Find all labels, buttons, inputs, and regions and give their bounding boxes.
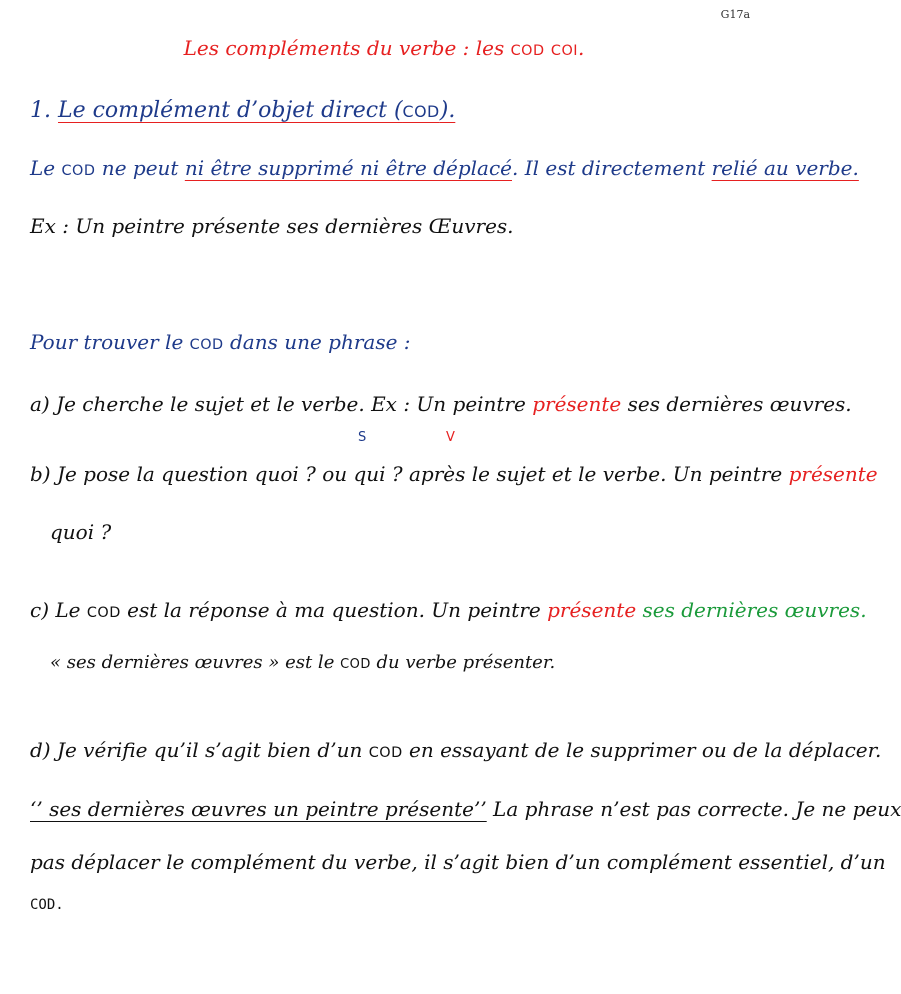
step-a-verb: présente: [532, 392, 622, 416]
title-cod: COD: [510, 43, 545, 59]
page-code: G17a: [720, 8, 750, 21]
find-text: Pour trouver le: [30, 330, 190, 354]
step-c-text: est la réponse à ma question. Un peintre: [120, 598, 548, 622]
step-c-text: c) Le: [30, 598, 87, 622]
step-b-question: quoi ?: [50, 520, 112, 544]
verb-label: V: [446, 430, 455, 445]
step-c-verb: présente: [547, 598, 637, 622]
step-b-text: b) Je pose la question quoi ? ou qui ? après le sujet et le verbe. Un peintre: [30, 462, 789, 486]
step-c-explanation-text: du verbe présenter.: [370, 652, 556, 673]
find-cod: COD: [189, 337, 224, 353]
definition-cod: COD: [61, 163, 96, 179]
title-text: Les compléments du verbe : les: [183, 36, 511, 60]
section-heading-cod: COD: [402, 102, 440, 121]
section-heading-close: ).: [439, 98, 456, 123]
section-heading-text: [58, 98, 455, 123]
title-coi: COI: [550, 43, 579, 59]
step-d: [30, 738, 881, 762]
definition-text: Le: [30, 156, 62, 180]
step-d-text: en essayant de le supprimer ou de la déplacer.: [402, 738, 882, 762]
conclusion-line-3: COD.: [30, 897, 64, 913]
step-c-cod: COD: [86, 605, 121, 621]
step-c-explanation: [50, 652, 555, 673]
step-c-explanation-cod: COD: [340, 657, 371, 672]
step-a-text: a) Je cherche le sujet et le verbe. Ex : Un peintre: [30, 392, 533, 416]
definition-text: . Il est directement: [512, 156, 712, 180]
step-c-explanation-text: « ses dernières œuvres » est le: [50, 652, 341, 673]
step-c-answer: ses dernières œuvres.: [642, 598, 867, 622]
find-text: dans une phrase :: [223, 330, 411, 354]
step-b-verb: présente: [788, 462, 878, 486]
step-a: [30, 392, 852, 416]
title-end: .: [578, 36, 585, 60]
definition-underlined-rule: ni être supprimé ni être déplacé: [184, 156, 512, 180]
section-heading-label: Le complément d’objet direct (: [57, 98, 403, 123]
step-a-text: ses dernières œuvres.: [621, 392, 852, 416]
definition-text: ne peut: [95, 156, 185, 180]
definition-line: [30, 156, 859, 180]
find-heading: [30, 330, 411, 354]
step-b: [30, 462, 878, 486]
conclusion-quoted-sentence: ‘’ ses dernières œuvres un peintre présente’’: [30, 797, 487, 821]
step-d-cod: COD: [368, 745, 403, 761]
step-d-text: d) Je vérifie qu’il s’agit bien d’un: [30, 738, 369, 762]
conclusion-line-2: pas déplacer le complément du verbe, il s’agit bien d’un complément essentiel, d’un: [30, 850, 886, 874]
subject-label: S: [358, 430, 367, 445]
example-sentence: Ex : Un peintre présente ses dernières Œuvres.: [30, 214, 514, 238]
conclusion-text: La phrase n’est pas correcte. Je ne peux: [486, 797, 901, 821]
section-heading: [30, 98, 455, 123]
page-title: [0, 36, 768, 60]
section-number: 1.: [30, 98, 58, 123]
conclusion-line-1: [30, 797, 901, 821]
definition-underlined-link: relié au verbe.: [711, 156, 859, 180]
step-c: [30, 598, 867, 622]
